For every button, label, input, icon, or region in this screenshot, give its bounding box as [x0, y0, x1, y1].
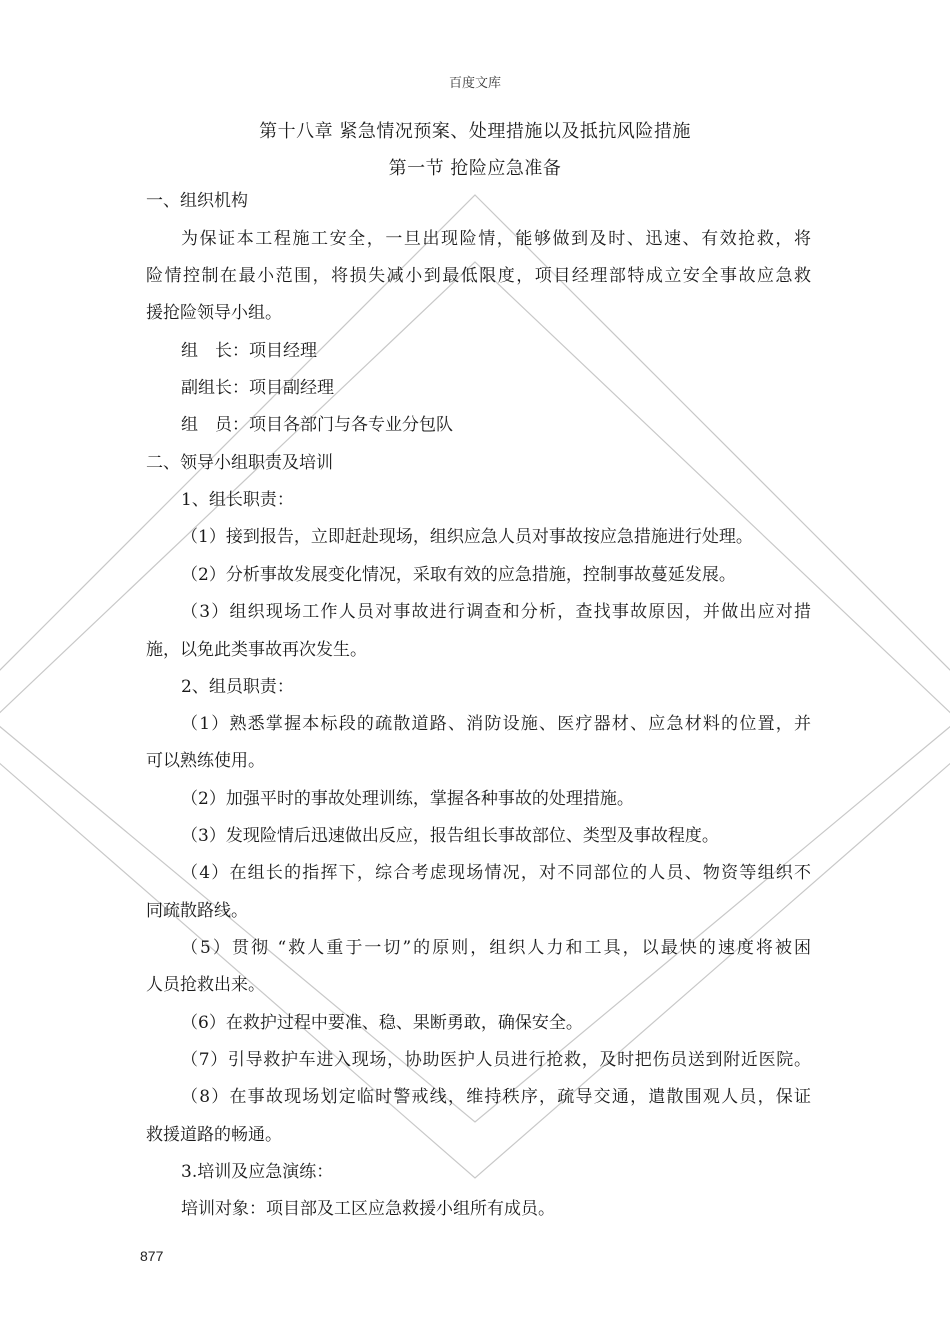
heading-organization: 一、组织机构 — [146, 191, 248, 211]
subheading-member-duties: 2、组员职责： — [181, 677, 294, 697]
team-leader-line: 组 长：项目经理 — [181, 341, 317, 361]
list-item: （3）发现险情后迅速做出反应，报告组长事故部位、类型及事故程度。 — [181, 826, 719, 846]
chapter-title: 第十八章 紧急情况预案、处理措施以及抵抗风险措施 — [259, 121, 691, 142]
list-item: （1）接到报告，立即赶赴现场，组织应急人员对事故按应急措施进行处理。 — [181, 527, 753, 547]
list-item: （5）贯彻 “救人重于一切”的原则，组织人力和工具，以最快的速度将被困 — [181, 938, 811, 958]
list-item-continuation: 同疏散路线。 — [146, 901, 248, 921]
list-item: （1）熟悉掌握本标段的疏散道路、消防设施、医疗器材、应急材料的位置，并 — [181, 714, 811, 734]
list-item: （6）在救护过程中要准、稳、果断勇敢，确保安全。 — [181, 1013, 583, 1033]
section-title: 第一节 抢险应急准备 — [388, 158, 562, 179]
subheading-training: 3.培训及应急演练： — [181, 1162, 334, 1182]
subheading-leader-duties: 1、组长职责： — [181, 490, 294, 510]
paragraph-line: 险情控制在最小范围，将损失减小到最低限度，项目经理部特成立安全事故应急救 — [146, 266, 811, 286]
list-item: （2）分析事故发展变化情况，采取有效的应急措施，控制事故蔓延发展。 — [181, 565, 736, 585]
list-item: （7）引导救护车进入现场，协助医护人员进行抢救，及时把伤员送到附近医院。 — [181, 1050, 811, 1070]
list-item-continuation: 可以熟练使用。 — [146, 751, 265, 771]
list-item-continuation: 施，以免此类事故再次发生。 — [146, 640, 367, 660]
training-target-line: 培训对象：项目部及工区应急救援小组所有成员。 — [181, 1199, 555, 1219]
list-item-continuation: 救援道路的畅通。 — [146, 1125, 282, 1145]
team-member-line: 组 员：项目各部门与各专业分包队 — [181, 415, 453, 435]
paragraph-line: 为保证本工程施工安全，一旦出现险情，能够做到及时、迅速、有效抢救，将 — [181, 229, 811, 249]
list-item: （2）加强平时的事故处理训练，掌握各种事故的处理措施。 — [181, 789, 634, 809]
paragraph-line: 援抢险领导小组。 — [146, 303, 282, 323]
deputy-leader-line: 副组长：项目副经理 — [181, 378, 334, 398]
list-item: （4）在组长的指挥下，综合考虑现场情况，对不同部位的人员、物资等组织不 — [181, 863, 811, 883]
list-item-continuation: 人员抢救出来。 — [146, 975, 265, 995]
page-number: 877 — [140, 1248, 164, 1264]
list-item: （8）在事故现场划定临时警戒线，维持秩序，疏导交通，遣散围观人员，保证 — [181, 1087, 811, 1107]
list-item: （3）组织现场工作人员对事故进行调查和分析，查找事故原因，并做出应对措 — [181, 602, 811, 622]
heading-duties: 二、领导小组职责及培训 — [146, 453, 333, 473]
header-brand: 百度文库 — [448, 76, 501, 91]
